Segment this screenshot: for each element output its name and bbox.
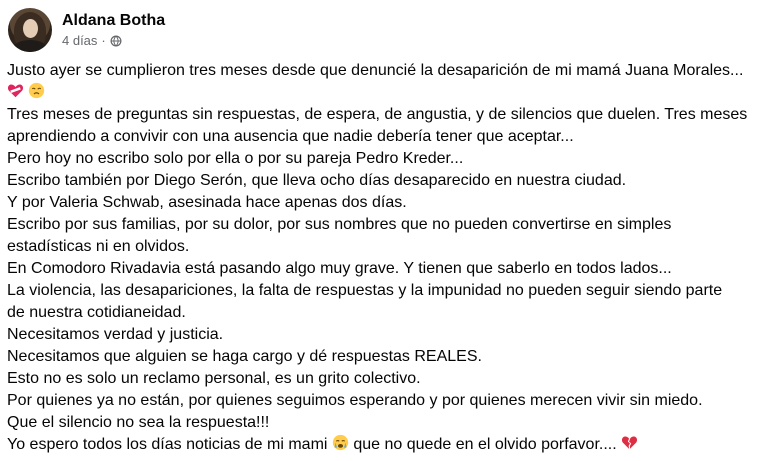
post-line-14: Necesitamos que alguien se haga cargo y dé respuestas REALES. xyxy=(7,348,482,365)
post-line-10: En Comodoro Rivadavia está pasando algo muy grave. Y tienen que saberlo en todos lados... xyxy=(7,260,672,277)
post-line-13: Necesitamos verdad y justicia. xyxy=(7,326,224,343)
post-line-6: Escribo también por Diego Serón, que lleva ocho días desaparecido en nuestra ciudad. xyxy=(7,172,627,189)
post-line-3: Tres meses de preguntas sin respuestas, de espera, de angustia, y de silencios que duelen. Tres meses xyxy=(7,106,748,123)
last-line-part-a: Yo espero todos los días noticias de mi mami xyxy=(7,436,328,453)
weary-face-emoji xyxy=(28,82,45,99)
crying-face-emoji xyxy=(332,434,349,451)
separator-dot: · xyxy=(101,32,106,48)
post-line-4: aprendiendo a convivir con una ausencia que nadie debería tener que aceptar... xyxy=(7,128,574,145)
post-line-17: Que el silencio no sea la respuesta!!! xyxy=(7,414,270,431)
author-name[interactable]: Aldana Botha xyxy=(62,11,166,29)
last-line-part-b: que no quede en el olvido porfavor.... xyxy=(353,436,617,453)
post-line-7: Y por Valeria Schwab, asesinada hace apenas dos días. xyxy=(7,194,407,211)
globe-icon[interactable] xyxy=(110,35,122,47)
post-line-1: Justo ayer se cumplieron tres meses desde que denuncié la desaparición de mi mamá Juana Morales... xyxy=(7,62,744,79)
post-line-9: estadísticas ni en olvidos. xyxy=(7,238,190,255)
post-meta xyxy=(62,11,165,50)
broken-heart-emoji xyxy=(621,434,638,451)
post-line-8: Escribo por sus familias, por su dolor, por sus nombres que no pueden convertirse en simples xyxy=(7,216,672,233)
mending-heart-emoji xyxy=(7,82,24,99)
post-line-15: Esto no es solo un reclamo personal, es un grito colectivo. xyxy=(7,370,421,387)
post-line-5: Pero hoy no escribo solo por ella o por su pareja Pedro Kreder... xyxy=(7,150,464,167)
post-header xyxy=(8,6,165,54)
post-line-16: Por quienes ya no están, por quienes seguimos esperando y por quienes merecen vivir sin miedo. xyxy=(7,392,703,409)
post-subline xyxy=(62,32,165,50)
avatar-face xyxy=(23,19,38,38)
author-avatar[interactable] xyxy=(8,8,52,52)
post-body xyxy=(7,60,777,456)
post-line-11: La violencia, las desapariciones, la falta de respuestas y la impunidad no pueden seguir siendo parte xyxy=(7,282,723,299)
post-line-12: de nuestra cotidianeidad. xyxy=(7,304,186,321)
emoji-line xyxy=(7,82,777,104)
post-timestamp[interactable]: 4 días xyxy=(62,32,98,48)
post-line-18 xyxy=(7,434,777,456)
